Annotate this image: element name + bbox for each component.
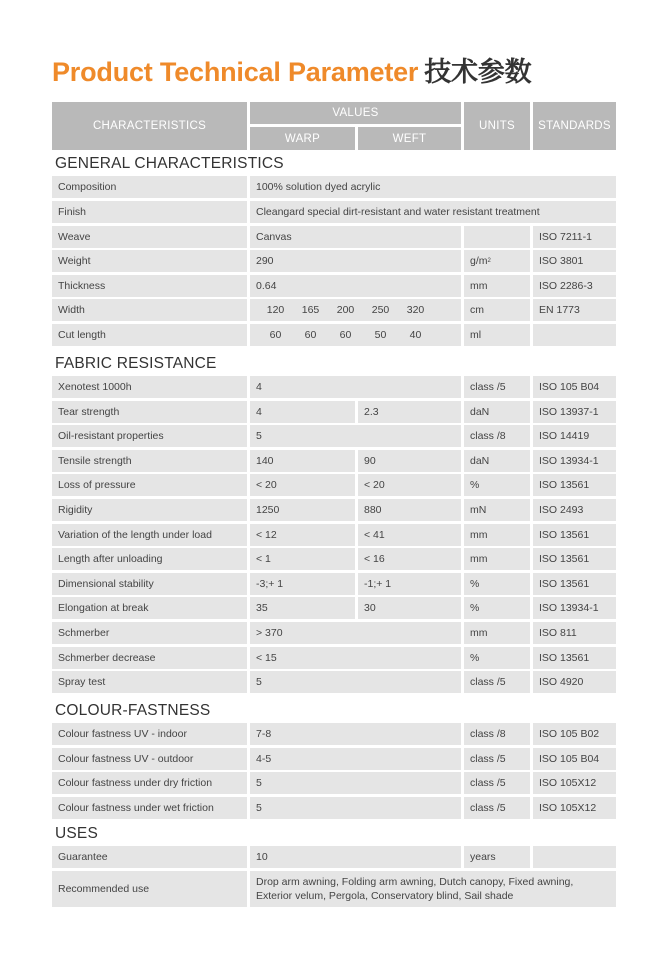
row-label: Length after unloading — [52, 548, 247, 570]
row-unit: class /5 — [464, 376, 530, 398]
table-row — [52, 474, 616, 496]
table-row — [52, 748, 616, 770]
table-row — [52, 176, 616, 198]
row-label: Schmerber — [52, 622, 247, 644]
row-label: Colour fastness under dry friction — [52, 772, 247, 794]
table-row — [52, 846, 616, 868]
table-row — [52, 425, 616, 447]
row-unit — [464, 226, 530, 248]
page-title — [52, 50, 531, 90]
row-standard: ISO 2493 — [533, 499, 616, 521]
row-unit: class /5 — [464, 797, 530, 819]
table-header — [52, 102, 616, 150]
row-label: Spray test — [52, 671, 247, 693]
table-row — [52, 299, 616, 321]
row-value: Canvas — [250, 226, 461, 248]
row-label: Xenotest 1000h — [52, 376, 247, 398]
row-warp: -3;+ 1 — [250, 573, 355, 595]
table-row — [52, 647, 616, 669]
row-unit: mm — [464, 622, 530, 644]
row-warp: < 20 — [250, 474, 355, 496]
row-label: Composition — [52, 176, 247, 198]
row-value: 5 — [250, 772, 461, 794]
row-standard: ISO 13561 — [533, 548, 616, 570]
row-value: 10 — [250, 846, 461, 868]
row-label: Colour fastness UV - outdoor — [52, 748, 247, 770]
row-label: Recommended use — [52, 871, 247, 907]
row-value: 100% solution dyed acrylic — [250, 176, 616, 198]
row-label: Loss of pressure — [52, 474, 247, 496]
row-unit — [464, 250, 530, 272]
row-warp: 4 — [250, 401, 355, 423]
row-value: 4 — [250, 376, 461, 398]
row-unit: cm — [464, 299, 530, 321]
cut-length-value: 60 — [304, 329, 317, 341]
row-unit: years — [464, 846, 530, 868]
row-unit: mm — [464, 548, 530, 570]
row-warp: 35 — [250, 597, 355, 619]
row-unit: % — [464, 597, 530, 619]
row-label: Schmerber decrease — [52, 647, 247, 669]
row-label: Weave — [52, 226, 247, 248]
table-row — [52, 376, 616, 398]
row-standard: ISO 4920 — [533, 671, 616, 693]
width-value: 165 — [301, 304, 320, 316]
width-value: 250 — [371, 304, 390, 316]
row-unit: % — [464, 647, 530, 669]
row-weft: < 16 — [358, 548, 461, 570]
row-unit: % — [464, 474, 530, 496]
row-weft: 90 — [358, 450, 461, 472]
row-standard: ISO 7211-1 — [533, 226, 616, 248]
row-warp: < 1 — [250, 548, 355, 570]
row-standard: ISO 105 B04 — [533, 376, 616, 398]
row-label: Tensile strength — [52, 450, 247, 472]
header-characteristics: CHARACTERISTICS — [52, 102, 247, 150]
row-unit: ml — [464, 324, 530, 346]
row-standard: EN 1773 — [533, 299, 616, 321]
row-weft: -1;+ 1 — [358, 573, 461, 595]
table-row — [52, 226, 616, 248]
row-weft: 30 — [358, 597, 461, 619]
row-standard — [533, 324, 616, 346]
row-unit: mN — [464, 499, 530, 521]
row-standard: ISO 811 — [533, 622, 616, 644]
row-label: Rigidity — [52, 499, 247, 521]
row-value: 5 — [250, 671, 461, 693]
row-value: 7-8 — [250, 723, 461, 745]
row-standard — [533, 846, 616, 868]
row-unit: daN — [464, 401, 530, 423]
title-english: Product Technical Parameter — [52, 57, 419, 87]
row-value: 5 — [250, 425, 461, 447]
row-value: 290 — [250, 250, 461, 272]
row-unit: class /8 — [464, 723, 530, 745]
row-weft: < 20 — [358, 474, 461, 496]
row-weft: 880 — [358, 499, 461, 521]
table-row — [52, 723, 616, 745]
row-label: Cut length — [52, 324, 247, 346]
row-standard: ISO 13561 — [533, 647, 616, 669]
table-row — [52, 871, 616, 907]
row-label: Colour fastness UV - indoor — [52, 723, 247, 745]
row-standard: ISO 13561 — [533, 573, 616, 595]
row-standard: ISO 105 B04 — [533, 748, 616, 770]
section-uses-title: USES — [55, 825, 99, 842]
section-fabric-title: FABRIC RESISTANCE — [55, 355, 217, 372]
section-colour-title: COLOUR-FASTNESS — [55, 702, 211, 719]
header-values: VALUES — [250, 102, 461, 124]
row-unit: class /8 — [464, 425, 530, 447]
table-row — [52, 324, 616, 346]
table-row — [52, 772, 616, 794]
row-standard: ISO 13934-1 — [533, 597, 616, 619]
row-warp: 140 — [250, 450, 355, 472]
table-row — [52, 401, 616, 423]
row-unit: % — [464, 573, 530, 595]
cut-length-value: 50 — [374, 329, 387, 341]
row-weft: 2.3 — [358, 401, 461, 423]
row-label: Tear strength — [52, 401, 247, 423]
cut-length-values — [250, 324, 461, 346]
header-standards: STANDARDS — [533, 102, 616, 150]
row-standard: ISO 105X12 — [533, 772, 616, 794]
width-values — [250, 299, 461, 321]
row-label: Variation of the length under load — [52, 524, 247, 546]
row-label: Width — [52, 299, 247, 321]
row-weft: < 41 — [358, 524, 461, 546]
row-label: Thickness — [52, 275, 247, 297]
row-warp: 1250 — [250, 499, 355, 521]
row-unit: class /5 — [464, 748, 530, 770]
row-unit: mm — [464, 275, 530, 297]
row-standard: ISO 3801 — [533, 250, 616, 272]
row-unit: daN — [464, 450, 530, 472]
row-standard: ISO 13561 — [533, 474, 616, 496]
table-row — [52, 573, 616, 595]
row-standard: ISO 13934-1 — [533, 450, 616, 472]
cut-length-value: 60 — [269, 329, 282, 341]
row-value: 5 — [250, 797, 461, 819]
row-warp: < 12 — [250, 524, 355, 546]
row-standard: ISO 105 B02 — [533, 723, 616, 745]
table-row — [52, 250, 616, 272]
row-value: > 370 — [250, 622, 461, 644]
row-label: Weight — [52, 250, 247, 272]
unit-text: g/m — [470, 255, 488, 267]
row-unit: class /5 — [464, 671, 530, 693]
unit-superscript: 2 — [487, 258, 491, 264]
header-warp: WARP — [250, 127, 355, 150]
row-standard: ISO 2286-3 — [533, 275, 616, 297]
table-row — [52, 275, 616, 297]
row-standard: ISO 13937-1 — [533, 401, 616, 423]
row-standard: ISO 105X12 — [533, 797, 616, 819]
cut-length-value: 40 — [409, 329, 422, 341]
width-value: 320 — [406, 304, 425, 316]
row-label: Oil-resistant properties — [52, 425, 247, 447]
row-value: Drop arm awning, Folding arm awning, Dutch canopy, Fixed awning, Exterior velum, Pergola, Conservatory blind, Sail shade — [250, 871, 616, 907]
table-row — [52, 524, 616, 546]
row-unit: mm — [464, 524, 530, 546]
header-units: UNITS — [464, 102, 530, 150]
row-label: Colour fastness under wet friction — [52, 797, 247, 819]
row-value: < 15 — [250, 647, 461, 669]
row-value: Cleangard special dirt-resistant and water resistant treatment — [250, 201, 616, 223]
table-row — [52, 548, 616, 570]
title-chinese: 技术参数 — [424, 57, 532, 88]
row-value: 0.64 — [250, 275, 461, 297]
table-row — [52, 671, 616, 693]
header-weft: WEFT — [358, 127, 461, 150]
table-row — [52, 201, 616, 223]
table-row — [52, 622, 616, 644]
table-row — [52, 797, 616, 819]
width-value: 120 — [266, 304, 285, 316]
row-standard: ISO 14419 — [533, 425, 616, 447]
table-row — [52, 499, 616, 521]
table-row — [52, 597, 616, 619]
cut-length-value: 60 — [339, 329, 352, 341]
row-label: Elongation at break — [52, 597, 247, 619]
row-label: Dimensional stability — [52, 573, 247, 595]
row-value: 4-5 — [250, 748, 461, 770]
row-label: Finish — [52, 201, 247, 223]
section-general-title: GENERAL CHARACTERISTICS — [55, 155, 284, 172]
row-standard: ISO 13561 — [533, 524, 616, 546]
row-unit: class /5 — [464, 772, 530, 794]
width-value: 200 — [336, 304, 355, 316]
table-row — [52, 450, 616, 472]
row-label: Guarantee — [52, 846, 247, 868]
